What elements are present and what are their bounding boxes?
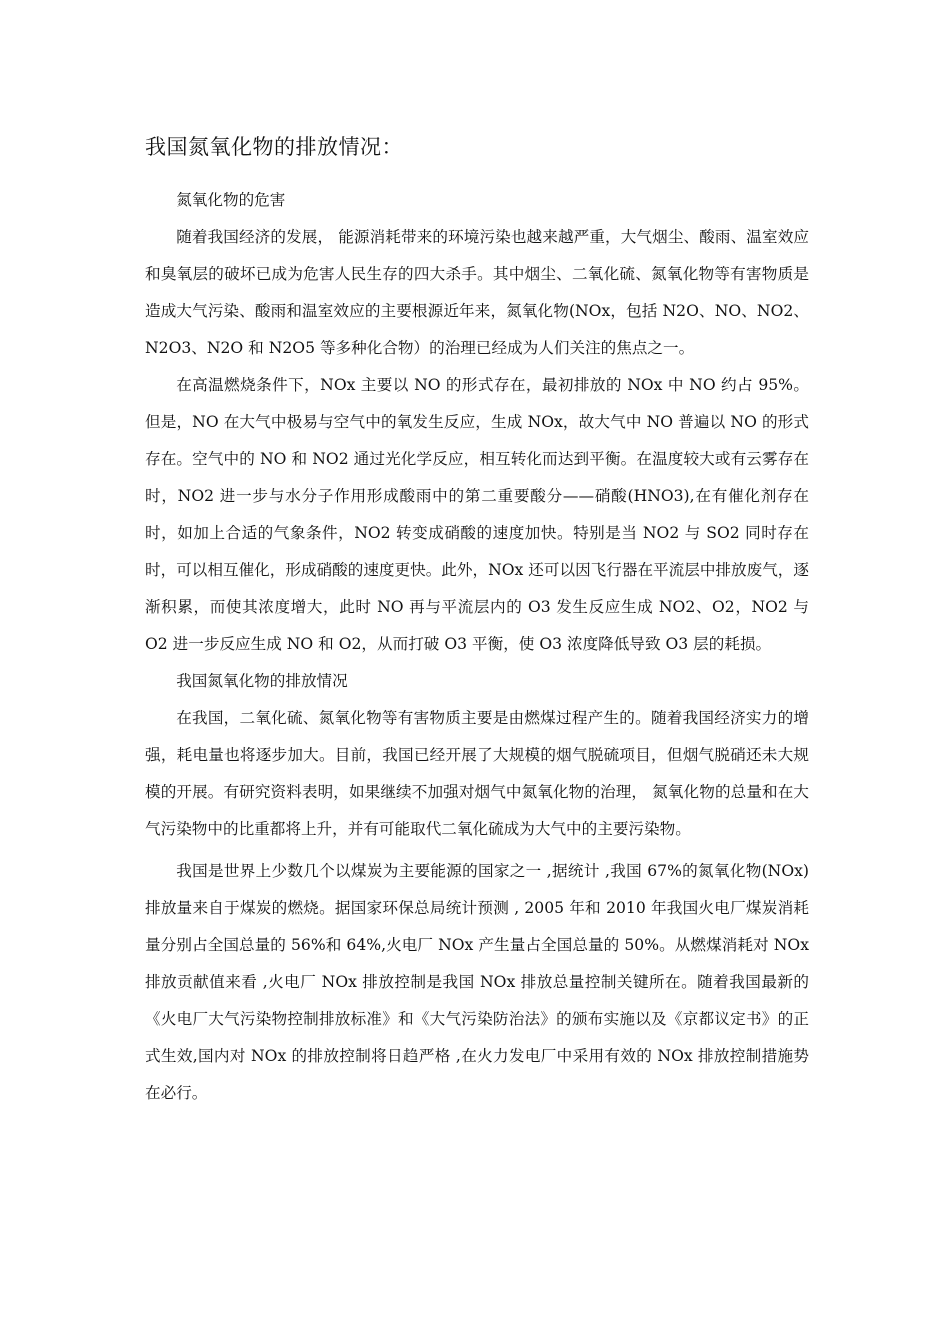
section-heading-emissions: 我国氮氧化物的排放情况 (176, 672, 348, 690)
section-heading-hazards: 氮氧化物的危害 (176, 191, 286, 209)
paragraph-emissions-1: 在我国，二氧化硫、氮氧化物等有害物质主要是由燃煤过程产生的。随着我国经济实力的增强，耗电量也将逐步加大。目前，我国已经开展了大规模的烟气脱硫项目，但烟气脱硝还未大规模的开展。有研究资料表明，如果继续不加强对烟气中氮氧化物的治理， 氮氧化物的总量和在大气污染物中的比重都将上升，并有可能取代二氧化硫成为大气中的主要污染物。 (145, 709, 809, 838)
document-title: 我国氮氧化物的排放情况： (145, 135, 403, 159)
paragraph-hazards-1: 随着我国经济的发展， 能源消耗带来的环境污染也越来越严重，大气烟尘、酸雨、温室效应和臭氧层的破坏已成为危害人民生存的四大杀手。其中烟尘、二氧化硫、氮氧化物等有害物质是造成大气污染、酸雨和温室效应的主要根源近年来，氮氧化物(NOx，包括 N2O、NO、NO2、N2O3、N2O 和 N2O5 等多种化合物）的治理已经成为人们关注的焦点之一。 (145, 228, 809, 357)
paragraph-hazards-2: 在高温燃烧条件下，NOx 主要以 NO 的形式存在，最初排放的 NOx 中 NO 约占 95%。但是，NO 在大气中极易与空气中的氧发生反应，生成 NOx，故大气中 NO 普遍以 NO 的形式存在。空气中的 NO 和 NO2 通过光化学反应，相互转化而达到平衡。在温度较大或有云雾存在时，NO2 进一步与水分子作用形成酸雨中的第二重要酸分——硝酸(HNO3),在有催化剂存在时，如加上合适的气象条件，NO2 转变成硝酸的速度加快。特别是当 NO2 与 SO2 同时存在时，可以相互催化，形成硝酸的速度更快。此外，NOx 还可以因飞行器在平流层中排放废气，逐渐积累，而使其浓度增大，此时 NO 再与平流层内的 O3 发生反应生成 NO2、O2，NO2 与 O2 进一步反应生成 NO 和 O2，从而打破 O3 平衡，使 O3 浓度降低导致 O3 层的耗损。 (145, 376, 809, 653)
document-body (145, 182, 809, 1112)
paragraph-emissions-2: 我国是世界上少数几个以煤炭为主要能源的国家之一 ,据统计 ,我国 67%的氮氧化物(NOx)排放量来自于煤炭的燃烧。据国家环保总局统计预测 , 2005 年和 2010 年我国火电厂煤炭消耗量分别占全国总量的 56%和 64%,火电厂 NOx 产生量占全国总量的 50%。从燃煤消耗对 NOx 排放贡献值来看 ,火电厂 NOx 排放控制是我国 NOx 排放总量控制关键所在。随着我国最新的《火电厂大气污染物控制排放标准》和《大气污染防治法》的颁布实施以及《京都议定书》的正式生效,国内对 NOx 的排放控制将日趋严格 ,在火力发电厂中采用有效的 NOx 排放控制措施势在必行。 (145, 862, 809, 1102)
